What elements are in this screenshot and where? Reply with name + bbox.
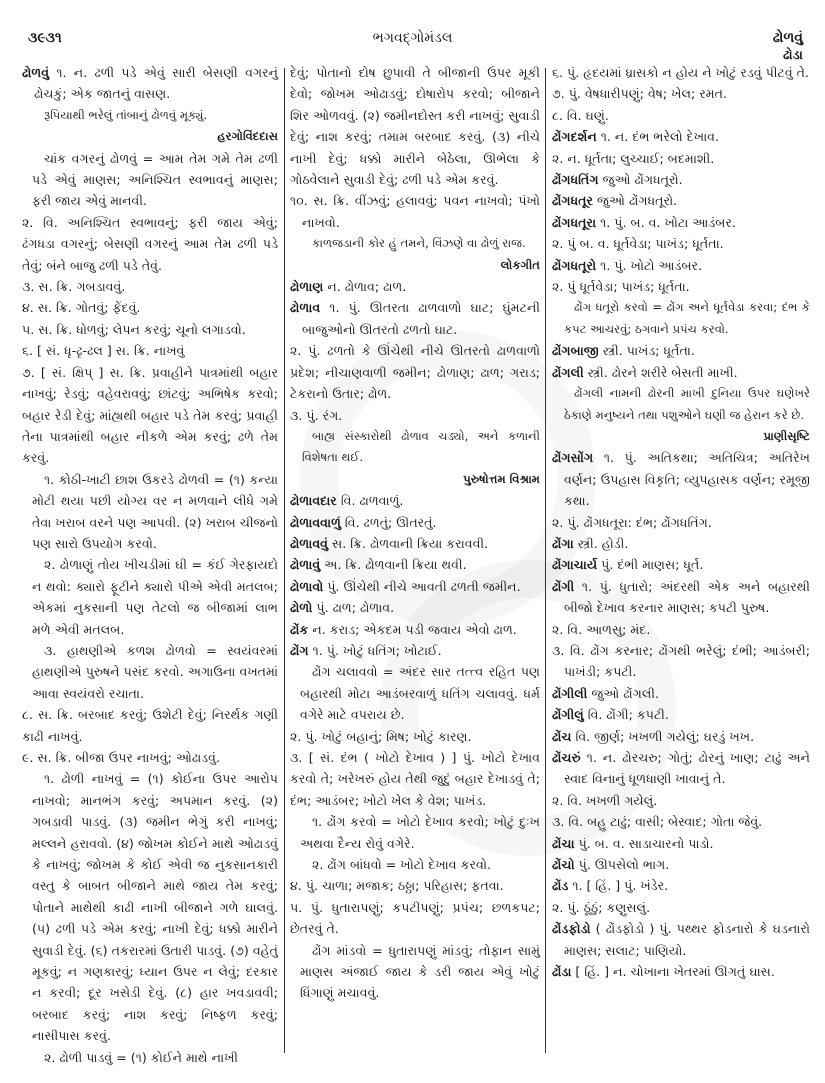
definition-text: ૨. પું. ઢોંગધતૂરા: દંભ; ઢોંગધતિંગ. [552,514,712,530]
idiom-phrase [290,854,540,875]
idiom-phrase [22,640,278,704]
headword: ઢોંગીલું [552,707,584,723]
definition-text: ૪. સ. ક્રિ. ગોતવું; ફેંદવું. [22,300,141,316]
example-quote [290,233,540,254]
headword: ઢોંચરું [552,750,581,765]
definition-text: ૨. પું. ઠૂંઠું; કણુસલું. [552,899,651,915]
definition-text: સ. ક્રિ. ઢોળવાની ક્રિયા કરાવવી. [328,535,489,551]
dictionary-entry [552,833,810,854]
definition-text: ૧. પું. ખોટું ધતિંગ; ખોટાઈ. [308,642,442,658]
quote-attribution [290,469,540,490]
definition-text: ૧. પું. અતિકથા; અતિચિત્ર; અતિરેખ વર્ણન; ઉપહાસ વિકૃતિ; વ્યુપહાસક વર્ણન; રમૂજી કથા. [564,450,810,509]
definition-text: રૂપિયાથી ભરેલું તાંબાનું ઢોળવું મૂક્યું. [44,107,208,122]
definition-text: લોકગીત [500,257,540,272]
example-quote [290,426,540,469]
definition-text: ૨. ઢોળાણું તોય ખીચડીમાં ઘી = કંઈ ગેરફાયદો ન થવો: ક્યારો ફૂટીને ક્યારો પીએ એવી મતલબ; એકમાં નુકસાની પણ તેટલો જ બીજામાં લાભ મળે એવી મતલબ. [32,557,278,637]
example-quote [552,297,810,340]
definition-text: ૬. પું. હૃદયમાં ધ્રાસકો ન હોય ને ખોટું રડવું પીટવું તે. [552,65,810,80]
headword: ઢોળાણ [290,279,324,295]
entry-sense [290,62,540,190]
column-3 [552,62,810,982]
definition-text: પું. ઊંચેથી નીચે આવતી ઢળતી જમીન. [323,578,521,594]
example-quote [22,105,278,126]
entry-sense [290,340,540,404]
guide-word-first: ઢોળવું [772,30,803,46]
entry-sense [290,875,540,896]
headword: ઢોળાવદાર [290,493,337,509]
dictionary-entry [552,726,810,747]
definition-text: બાહ્ય સંસ્કારોથી ઢોળાવ ચડ્યો, અને કળાની વિશેષતા થઈ. [302,428,540,465]
dictionary-entry [290,619,540,640]
definition-text: ૨. વિ. આળસુ; મંદ. [552,621,651,637]
entry-sense [22,340,278,361]
definition-text: જુઓ ઢોંગધતૂરો. [598,172,683,188]
dictionary-entry [290,576,540,597]
column-divider [284,68,285,1053]
definition-text: ૬. [ સં. ધૃ-ઢૃ-ઢલ ] સ. ક્રિ. નાખવું [22,343,185,359]
definition-text: ઢોંગ માંડવો = ધુતારાપણું માંડવું; તોફાન સામું માણસ અંજાઈ જાય કે ડરી જાય એવું ખોટું ધિંગાણું મચાવવું. [300,942,540,1001]
idiom-phrase [22,1047,278,1068]
entry-sense [552,790,810,811]
entry-sense [22,319,278,340]
column-2 [290,62,540,1004]
headword: ઢોંગબાજી [552,343,599,359]
dictionary-entry [290,490,540,511]
idiom-phrase [290,661,540,725]
dictionary-entry [552,576,810,619]
definition-text: ૨. પું. ઢળતો કે ઊંચેથી નીચે ઊતરતો ઢાળવાળો પ્રદેશ; નીચાણવાળી જમીન; ઢોળાણ; ઢાળ; ગરાડ; ટેકરાનો ઉતાર; ઢોળ. [290,343,540,402]
entry-sense [22,747,278,768]
definition-text: ઢોંગ ધતૂરો કરવો = ઢોંગ અને ધૂર્તવેડા કરવા; દંભ કે કપટ આચરવું; ઠગવાને પ્રપંચ કરવો. [564,300,810,336]
definition-text: ૨. પું બ. વ. ધૂર્તવેડા; પાખંડ; ધૂર્તતા. [552,236,724,252]
headword: ઢોંગલી [552,364,584,380]
quote-attribution [290,255,540,276]
headword: ઢોંગીલી [552,685,588,701]
dictionary-entry [552,340,810,361]
entry-sense [552,105,810,126]
page-number: ૩૯૩૧ [28,30,62,46]
headword: ઢોંચો [552,857,575,873]
idiom-phrase [290,811,540,854]
guide-word-last: ઢોડા [782,48,803,63]
definition-text: જુઓ ઢોંગલી. [587,685,659,701]
entry-sense [22,297,278,318]
definition-text: પુરુષોત્તમ વિશ્રામ [463,471,540,486]
definition-text: જુઓ ઢોંગધતૂરો. [593,193,678,209]
idiom-phrase [22,148,278,212]
entry-sense [22,212,278,276]
definition-text: પ્રાણીસૃષ્ટિ [763,428,810,443]
definition-text: પું. દંભી માણસ; ધૂર્ત. [597,557,704,573]
dictionary-entry [552,683,810,704]
definition-text: કાળજડાની કોર હું તમને, વિંઝણે વા ઢોળું રાજ. [312,236,526,251]
page-title: ભગવદ્ગોમંડલ [372,30,453,46]
column-divider [545,68,546,1053]
definition-text: ૨. પું. ખોટું બહાનું; મિષ; ખોટું કારણ. [290,728,472,744]
definition-text: ૭. [ સં. ક્ષિપ્ ] સ. ક્રિ. પ્રવાહીને પાત્રમાંથી બહાર નાખવું; રેડવું; વહેવરાવવું; છાંટવું; અભિષેક કરવો; બહાર રેડી દેવું; માંહ્યથી બહાર પડે તેમ કરવું; પ્રવાહી તેના પાત્રમાંથી બહાર નીકળે એમ કરવું; ઢળે તેમ કરવું. [22,364,278,466]
dictionary-entry [552,362,810,383]
definition-text: ૩. [ સં. દંભ ( ખોટો દેખાવ ) ] પું. ખોટો દેખાવ કરવો તે; ખરેખરું હોય તેથી જુદું બહાર દેખાડવું તે; દંભ; આડંબર; ખોટો ખેલ કે વેશ; પાખંડ. [290,750,540,808]
definition-text: ૧. [ હિં. ] પું. ખંડેર. [568,878,669,894]
headword: ઢોંગધતૂરો [552,257,597,273]
entry-sense [552,62,810,83]
headword: ઢોંગધતૂરા [552,214,597,230]
headword: ઢોંગસોંગ [552,450,594,466]
headword: ઢોંગાચાર્ય [552,557,598,573]
entry-sense [552,619,810,640]
definition-text: ૧. કોઠી-ખાટી છાશ ઉકરડે ઢોળવી = (૧) કન્યા મોટી થયા પછી યોગ્ય વર ન મળવાને લીધે ગમે તેવા ખરાબ વરને પણ આપવી. (૨) ખરાબ ચીજનો પણ સારો ઉપયોગ કરવો. [32,471,278,551]
definition-text: ન. ઢોળાવ; ઢાળ. [323,279,407,295]
headword: ઢોંડા [552,964,572,980]
entry-sense [22,276,278,297]
headword: ઢોંક [290,621,309,637]
example-quote [552,383,810,426]
entry-sense [552,233,810,254]
definition-text: ૨. વિ. ખખળી ગયેલું. [552,792,658,808]
definition-text: ૭. પું. વેષધારીપણું; વેષ; ખેલ; રમત. [552,86,727,102]
headword: ઢોળો [290,600,313,616]
definition-text: ૧. ન. ઢળી પડે એવું સારી બેસણી વગરનું ઢોચકું; એક જાતનું વાસણ. [34,65,278,102]
definition-text: ૩. સ. ક્રિ. ગબડાવવું. [22,279,126,295]
idiom-phrase [22,469,278,555]
definition-text: ઢોંગ ચલાવવો = અંદર સાર તત્ત્વ રહિત પણ બહારથી મોટા આડંબરવાળું ધતિંગ ચલાવવું. ધર્મ વગેરે માટે વપરાય છે. [300,664,540,723]
headword: ઢોળાવ [290,300,321,316]
dictionary-entry [552,126,810,147]
definition-text: સ્ત્રી. પાખંડ; ધૂર્તતા. [598,343,695,359]
definition-text: વિ. ઢળતું; ઊતરતું. [340,514,437,530]
dictionary-entry [22,62,278,105]
definition-text: ૩. વિ. ઢોંગ કરનાર; ઢોંગથી ભરેલું; દંભી; આડંબરી; પાખંડી; કપટી. [552,642,810,680]
definition-text: ૯. સ. ક્રિ. બીજા ઉપર નાખવું; ઓઢાડવું. [22,750,220,765]
definition-text: પું. ઢાળ; ઢોળાવ. [312,600,395,616]
definition-text: ૪. પું. ચાળા; મજાક; ઠઠ્ઠા; પરિહાસ; ફતવા. [290,878,504,894]
definition-text: ૩. હાથણીએ કળશ ઢોળવો = સ્વયંવરમાં હાથણીએ પુરુષને પસંદ કરવો. અગાઉના વખતમાં આવા સ્વયંવરો રચાતા. [32,642,278,701]
definition-text: ૨. વિ. અનિશ્ચિત સ્વભાવનું; ફરી જાય એવું; ઢંગધડા વગરનું; બેસણી વગરનું આમ તેમ ઢળી પડે તેવું; બંને બાજુ ઢળી પડે તેવું. [22,214,278,273]
entry-sense [552,83,810,104]
headword: ઢોળવું [22,65,50,80]
entry-sense [552,897,810,918]
idiom-phrase [22,768,278,1046]
definition-text: ૧૦. સ. ક્રિ. વીંઝવું; હલાવવું; પવન નાખવો; પંખો નાખવો. [290,193,540,230]
definition-text: ( ઢોંડફોડો ) પું. પથ્થર ફોડનારો કે ઘડનારો માણસ; સલાટ; પાણિયો. [564,921,810,958]
dictionary-entry [552,447,810,511]
definition-text: પું. બ. વ. સાડાચારનો પાડો. [574,835,714,851]
entry-sense [552,276,810,297]
definition-text: વિ. ઢાળવાળું. [336,493,404,509]
headword: ઢોંગ [290,642,309,658]
definition-text: ૧. પું. ધુતારો; અંદરથી એક અને બહારથી બીજો દેખાવ કરનાર માણસ; કપટી પુરુષ. [564,578,810,616]
definition-text: ચાંક વગરનું ઢોળવું = આમ તેમ ગમે તેમ ઢળી પડે એવું માણસ; અનિશ્ચિત સ્વભાવનું માણસ; ફરી જાય એવું માનવી. [32,150,278,209]
dictionary-entry [552,961,810,982]
dictionary-entry [552,854,810,875]
entry-sense [552,512,810,533]
definition-text: વિ. ઢોંગી; કપટી. [583,707,669,723]
definition-text: ન. કરાડ; એકદમ પડી જવાય એવો ઢાળ. [308,621,517,637]
headword: ઢોંગા [552,535,574,551]
headword: ઢોંડ [552,878,569,894]
dictionary-entry [290,640,540,661]
entry-sense [290,726,540,747]
dictionary-entry [552,169,810,190]
dictionary-entry [552,704,810,725]
definition-text: ૧. પું. ખોટો આડંબર. [596,257,703,273]
dictionary-entry [552,875,810,896]
quote-attribution [22,126,278,147]
definition-text: સ્ત્રી. ઢોરને શરીરે બેસતી માખી. [583,364,738,380]
headword: ઢોળાવવાળું [290,514,341,530]
entry-sense [290,747,540,811]
entry-sense [290,405,540,426]
definition-text: હરગોવિંદદાસ [217,129,278,144]
definition-text: પું. ઊપસેલો ભાગ. [574,857,670,873]
dictionary-entry [290,597,540,618]
definition-text: ૩. પું. રંગ. [290,407,343,423]
definition-text: ૧. ન. ઢોરચરુ; ગોતું; ઢોરનું ખાણ; ટાઢું અને સ્વાદ વિનાનું ધૂળધાણી ખાવાનું તે. [564,750,810,787]
headword: ઢોળાવો [290,578,324,594]
headword: ઢોંગી [552,578,575,594]
headword: ઢોંચા [552,835,575,851]
dictionary-entry [552,747,810,790]
definition-text: ૧. ન. દંભ ભરેલો દેખાવ. [596,129,720,145]
definition-text: ૨. ઢોળી પાડવું = (૧) કોઈને માથે નાખી [44,1049,239,1065]
entry-sense [290,897,540,940]
definition-text: ૨. ન. ધૂર્તતા; લુચ્ચાઈ; બદમાશી. [552,150,715,166]
definition-text: અ. ક્રિ. ઢોળવાની ક્રિયા થવી. [320,557,467,573]
dictionary-entry [552,255,810,276]
dictionary-entry [290,512,540,533]
headword: ઢોળાવવું [290,535,329,551]
dictionary-entry [290,554,540,575]
column-1 [22,62,278,1068]
dictionary-entry [552,918,810,961]
definition-text: ૫. પું. ધુતારાપણું; કપટીપણું; પ્રપંચ; છળકપટ; છેતરવું તે. [290,899,540,937]
definition-text: ૨. પું ધૂર્તવેડા; પાખંડ; ધૂર્તતા. [552,279,690,295]
headword: ઢોંગદર્શન [552,129,597,145]
headword: ઢોંડફોડો [552,921,591,937]
dictionary-entry [290,276,540,297]
dictionary-entry [290,297,540,340]
dictionary-entry [552,554,810,575]
definition-text: ૫. સ. ક્રિ. ધોળવું; લેપન કરવું; ચૂનો લગાડવો. [22,321,246,337]
idiom-phrase [290,940,540,1004]
quote-attribution [552,426,810,447]
definition-text: ૮. સ. ક્રિ. બરબાદ કરવું; ઉશેટી દેવું; નિરર્થક ગણી કાઢી નાખવું. [22,707,278,744]
entry-sense [290,190,540,233]
definition-text: વિ. જીર્ણ; ખખળી ગયેલું; ઘરડું ખખ. [571,728,755,744]
definition-text: ઢોંગલી નામની ઢોરની માખી દુનિયા ઉપર ઘણેખરે ઠેકાણે મનુષ્યને તથા પશુઓને ઘણી જ હેરાન કરે છે. [564,386,810,422]
definition-text: ૧. પું. બ. વ. ખોટા આડંબર. [596,214,736,230]
definition-text: ૩. વિ. બહુ ટાઢું; વાસી; બેસ્વાદ; ગોતા જેવું. [552,814,763,830]
dictionary-entry [552,533,810,554]
dictionary-entry [552,190,810,211]
headword: ઢોળાવું [290,557,321,573]
definition-text: ૮. વિ. ઘણું. [552,107,609,123]
headword: ઢોંગધતિંગ [552,172,599,188]
idiom-phrase [22,554,278,640]
dictionary-entry [290,533,540,554]
entry-sense [552,148,810,169]
entry-sense [22,704,278,747]
entry-sense [552,640,810,683]
headword: ઢોંગધતૂર [552,193,594,209]
definition-text: સ્ત્રી. હોડી. [573,535,629,551]
headword: ઢોંચ [552,728,572,744]
definition-text: ૨. ઢોંગ બાંધવો = ખોટો દેખાવ કરવો. [312,857,492,873]
entry-sense [552,811,810,832]
definition-text: દેવું; પોતાનો દોષ છુપાવી તે બીજાની ઉપર મૂકી દેવો; જોખમ ઓઢાડવું; દોષારોપ કરવો; બીજાને શિર ઓળવવું. (૨) જમીનદોસ્ત કરી નાખવું; સુવાડી દેવું; નાશ કરવું; તમામ બરબાદ કરવું. (૩) નીચે નાખી દેવું; ધક્કો મારીને બેઠેલા, ઊભેલા કે ગોઠવેલાને સુવાડી દેવું; ઢળી પડે એમ કરવું. [290,65,540,188]
definition-text: [ હિં. ] ન. ચોખાના ખેતરમાં ઊગતું ઘાસ. [571,964,775,980]
definition-text: ૧. ઢોંગ કરવો = ખોટો દેખાવ કરવો; ખોટું દુઃખ અથવા દૈન્ય રોવું વગેરે. [300,814,540,851]
entry-sense [22,362,278,469]
dictionary-entry [552,212,810,233]
definition-text: ૧. ઢોળી નાખવું = (૧) કોઈના ઉપર આરોપ નાખવો; માનભંગ કરવું; અપમાન કરવું. (૨) ગબડાવી પાડવું. (૩) જમીન ભેગું કરી નાખવું; મલ્લને હરાવવો. (૪) જોખમ કોઈને માથે ઓઢાડવું કે નાખવું; જોખમ કે કોઈ એવી જ નુકસાનકારી વસ્તુ કે બાબત બીજાને માથે જાય તેમ કરવું; પોતાને માથેથી કાઢી નાખી બીજાને ગળે ઘાલવું. (૫) ઢળી પડે એમ કરવું; નાખી દેવું; ધક્કો મારીને સુવાડી દેવું. (૬) તકરારમાં ઉતારી પાડવું. (૭) વહેતું મૂકવું; ન ગણકારવું; ધ્યાન ઉપર ન લેવું; દરકાર ન કરવી; દૂર ખસેડી દેવું. (૮) હાર ખવડાવવી; બરબાદ કરવું; નાશ કરવું; નિષ્ફળ કરવું; નાસીપાસ કરવું. [32,771,278,1044]
definition-text: ૧. પું. ઊતરતા ઢાળવાળો ઘાટ; ઘુંમટની બાજુઓનો ઊતરતો ઢળતો ઘાટ. [302,300,540,337]
